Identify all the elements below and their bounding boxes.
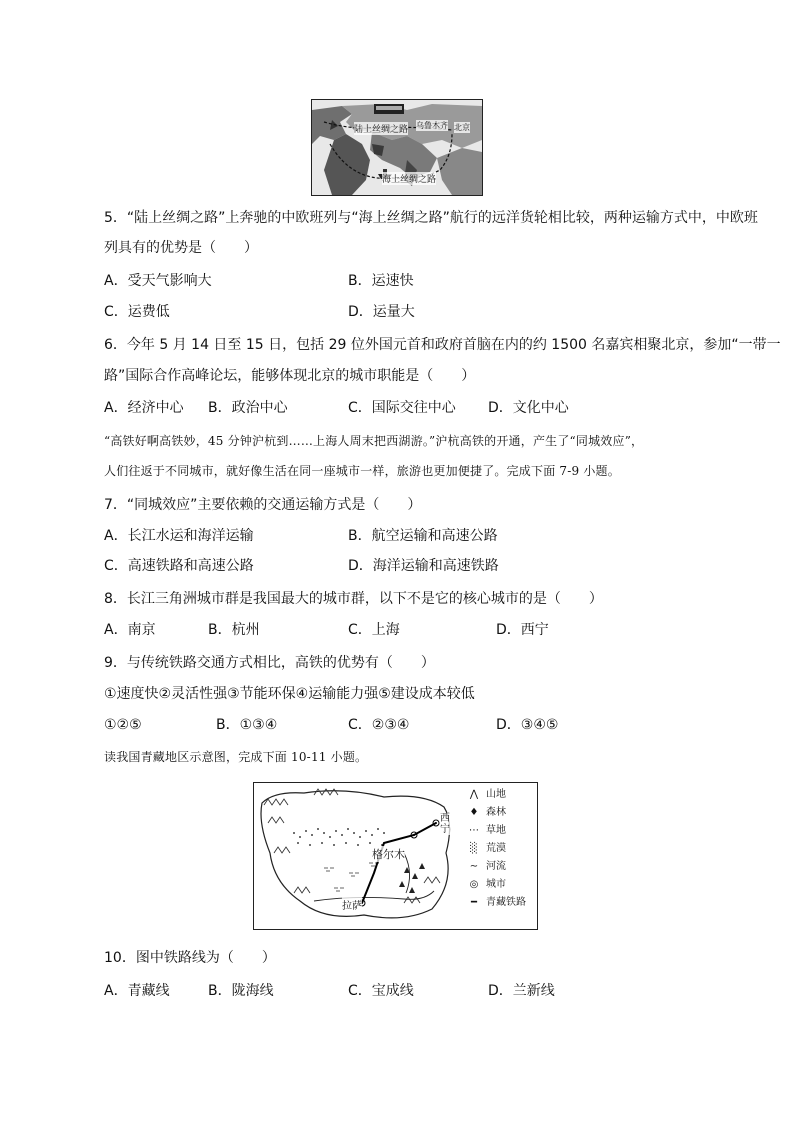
legend-river: ∼ 河流: [464, 861, 506, 873]
passage-high-speed-rail-line1: “高铁好啊高铁妙，45 分钟沪杭到……上海人周末把西湖游。”沪杭高铁的开通，产生了“同城效应”，: [104, 434, 644, 448]
q9-option-b: B．①③④: [216, 717, 278, 733]
q5-stem-line2: 列具有的优势是（ ）: [104, 240, 258, 256]
q5-option-b: B．运速快: [348, 273, 414, 289]
q6-option-a: A．经济中心: [104, 400, 184, 416]
q7-option-b: B．航空运输和高速公路: [348, 528, 498, 544]
q5-option-d: D．运量大: [348, 304, 415, 320]
q10-option-d: D．兰新线: [488, 983, 555, 999]
q8-option-c: C．上海: [348, 622, 400, 638]
q10-stem: 10．图中铁路线为（ ）: [104, 950, 276, 966]
q6-option-d: D．文化中心: [488, 400, 569, 416]
city-icon: ◎: [469, 879, 479, 890]
legend-forest: ♦ 森林: [464, 807, 506, 819]
q10-option-c: C．宝成线: [348, 983, 414, 999]
q7-option-c: C．高速铁路和高速公路: [104, 558, 254, 574]
legend-city: ◎ 城市: [464, 879, 506, 891]
q9-option-a: ①②⑤: [104, 717, 142, 733]
q10-option-a: A．青藏线: [104, 983, 170, 999]
q9-option-d: D．③④⑤: [496, 717, 559, 733]
map-legend: [464, 789, 534, 925]
q7-option-d: D．海洋运输和高速铁路: [348, 558, 499, 574]
legend-grassland: ⋯ 草地: [464, 825, 506, 837]
q6-stem-line2: 路”国际合作高峰论坛，能够体现北京的城市职能是（ ）: [104, 368, 476, 384]
silk-road-map: [311, 99, 483, 196]
q9-items: ①速度快②灵活性强③节能环保④运输能力强⑤建设成本较低: [104, 686, 475, 702]
q8-stem: 8．长江三角洲城市群是我国最大的城市群，以下不是它的核心城市的是（ ）: [104, 591, 603, 607]
legend-desert: ░ 荒漠: [464, 843, 506, 855]
beijing-label: 北京: [454, 123, 470, 132]
qinghai-tibet-map: [253, 782, 538, 930]
q6-option-b: B．政治中心: [208, 400, 288, 416]
land-route-label: 陆上丝绸之路: [354, 122, 408, 135]
q5-option-c: C．运费低: [104, 304, 170, 320]
urumqi-label: 乌鲁木齐: [416, 121, 448, 130]
city-xining-label: 西宁: [440, 813, 450, 835]
q5-option-a: A．受天气影响大: [104, 273, 212, 289]
q6-option-c: C．国际交往中心: [348, 400, 456, 416]
q8-option-a: A．南京: [104, 622, 156, 638]
sea-route-label: 海上丝绸之路: [382, 172, 436, 185]
q6-stem-line1: 6．今年 5 月 14 日至 15 日，包括 29 位外国元首和政府首脑在内的约 1500 名嘉宾相聚北京，参加“一带一: [104, 337, 781, 353]
legend-mountain: ⋀ 山地: [464, 789, 506, 801]
q7-stem: 7．“同城效应”主要依赖的交通运输方式是（ ）: [104, 497, 422, 513]
passage-high-speed-rail-line2: 人们往返于不同城市，就好像生活在同一座城市一样，旅游也更加便捷了。完成下面 7-9 小题。: [104, 464, 620, 478]
city-golmud-label: 格尔木: [372, 848, 405, 861]
q8-option-b: B．杭州: [208, 622, 260, 638]
q8-option-d: D．西宁: [496, 622, 549, 638]
legend-railway: ━ 青藏铁路: [464, 897, 526, 909]
river-icon: ∼: [469, 861, 479, 872]
grassland-icon: ⋯: [469, 825, 479, 836]
city-lhasa-label: 拉萨: [342, 897, 362, 912]
railway-icon: ━: [470, 897, 478, 908]
q7-option-a: A．长江水运和海洋运输: [104, 528, 254, 544]
desert-icon: ░: [470, 843, 478, 854]
passage-qinghai-tibet: 读我国青藏地区示意图，完成下面 10-11 小题。: [104, 750, 368, 764]
mountain-icon: ⋀: [469, 789, 479, 800]
forest-icon: ♦: [469, 807, 479, 818]
q9-stem: 9．与传统铁路交通方式相比，高铁的优势有（ ）: [104, 655, 435, 671]
q5-stem-line1: 5．“陆上丝绸之路”上奔驰的中欧班列与“海上丝绸之路”航行的远洋货轮相比较，两种运输方式中，中欧班: [104, 210, 758, 226]
q9-option-c: C．②③④: [348, 717, 410, 733]
q10-option-b: B．陇海线: [208, 983, 274, 999]
